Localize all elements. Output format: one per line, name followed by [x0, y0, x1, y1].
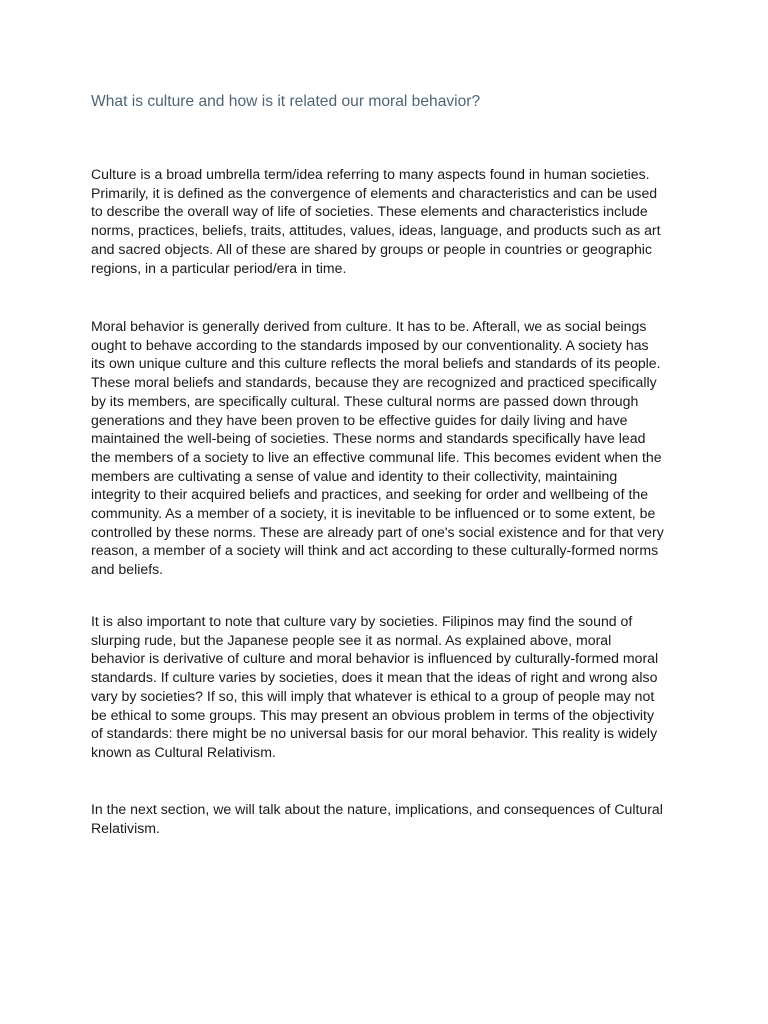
text-line: to describe the overall way of life of societies. These elements and characteristics include — [91, 203, 648, 220]
text-line: vary by societies? If so, this will imply that whatever is ethical to a group of people may not — [91, 687, 655, 704]
text-line: the members of a society to live an effective communal life. This becomes evident when the — [91, 448, 662, 465]
text-line: members are cultivating a sense of value and identity to their collectivity, maintaining — [91, 467, 618, 484]
text-line: and beliefs. — [91, 561, 164, 578]
text-line: generations and they have been proven to be effective guides for daily living and have — [91, 411, 628, 428]
text-line: These moral beliefs and standards, because they are recognized and practiced specifically — [91, 374, 657, 391]
text-line: Primarily, it is defined as the convergence of elements and characteristics and can be used — [91, 184, 658, 201]
text-line: In the next section, we will talk about the nature, implications, and consequences of Cultural — [91, 801, 663, 817]
text-line: It is also important to note that culture vary by societies. Filipinos may find the sound of — [91, 613, 633, 629]
text-line: its own unique culture and this culture reflects the moral beliefs and standards of its people. — [91, 355, 661, 372]
text-line: community. As a member of a society, it is inevitable to be influenced or to some extent, be — [91, 505, 656, 522]
text-line: known as Cultural Relativism. — [91, 743, 276, 760]
text-line: and sacred objects. All of these are shared by groups or people in countries or geographic — [91, 240, 652, 257]
text-line: Moral behavior is generally derived from culture. It has to be. Afterall, we as social beings — [91, 318, 647, 334]
text-line: controlled by these norms. These are already part of one's social existence and for that very — [91, 523, 664, 540]
paragraph-moral-behavior — [91, 317, 691, 579]
text-line: reason, a member of a society will think and act according to these culturally-formed norms — [91, 542, 659, 559]
document-title: What is culture and how is it related our moral behavior? — [91, 93, 481, 110]
paragraph-cultural-variation — [91, 612, 691, 762]
text-line: standards. If culture varies by societies, does it mean that the ideas of right and wrong also — [91, 669, 658, 686]
text-line: ought to behave according to the standards imposed by our conventionality. A society has — [91, 336, 649, 353]
text-line: regions, in a particular period/era in time. — [91, 259, 347, 276]
text-line: Relativism. — [91, 819, 160, 836]
text-line: be ethical to some groups. This may present an obvious problem in terms of the objectivity — [91, 706, 654, 723]
text-line: maintained the well-being of societies. These norms and standards specifically have lead — [91, 430, 646, 447]
text-line: slurping rude, but the Japanese people see it as normal. As explained above, moral — [91, 631, 612, 648]
text-line: behavior is derivative of culture and moral behavior is influenced by culturally-formed moral — [91, 650, 659, 667]
paragraph-next-section — [91, 800, 691, 837]
text-line: by its members, are specifically cultural. These cultural norms are passed down through — [91, 392, 639, 409]
paragraph-culture-definition — [91, 165, 691, 277]
text-line: integrity to their acquired beliefs and practices, and seeking for order and wellbeing of the — [91, 486, 649, 503]
text-line: Culture is a broad umbrella term/idea referring to many aspects found in human societies. — [91, 166, 650, 182]
text-line: norms, practices, beliefs, traits, attitudes, values, ideas, language, and products such as art — [91, 222, 661, 239]
text-line: of standards: there might be no universal basis for our moral behavior. This reality is widely — [91, 725, 658, 742]
